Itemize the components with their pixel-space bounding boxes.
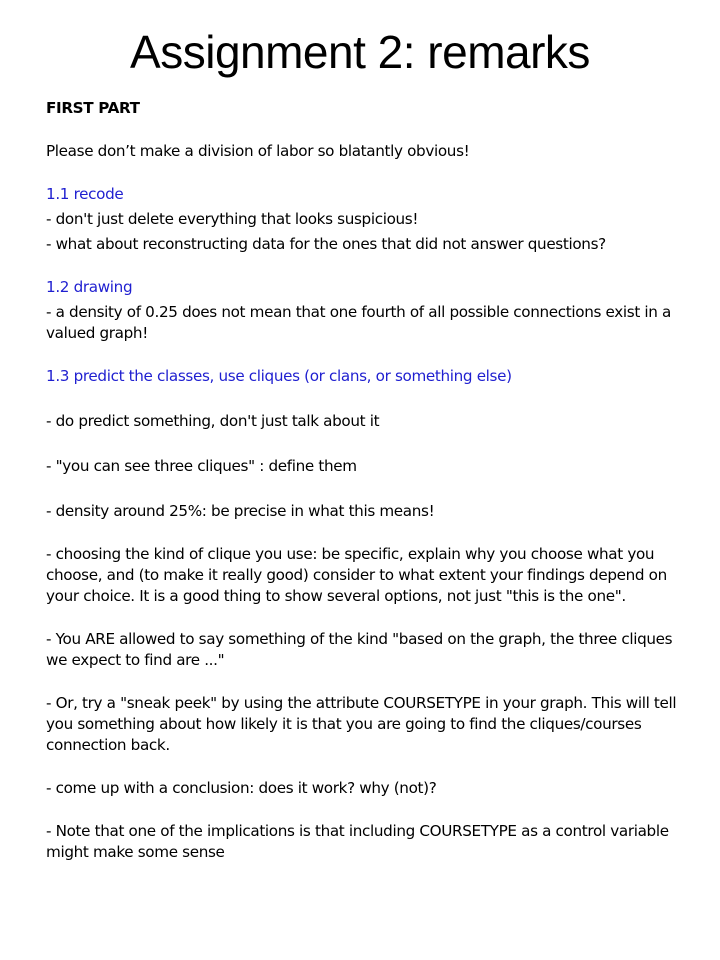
predict-item-6: - Or, try a "sneak peek" by using the attribute COURSETYPE in your graph. This will tell you something about how likely it is that you are going to find the cliques/courses connection back. bbox=[46, 694, 677, 754]
predict-item-2: - "you can see three cliques" : define them bbox=[46, 457, 357, 475]
predict-item-1: - do predict something, don't just talk about it bbox=[46, 412, 380, 430]
drawing-item-1: - a density of 0.25 does not mean that one fourth of all possible connections exist in a valued graph! bbox=[46, 303, 671, 342]
predict-item-3: - density around 25%: be precise in what this means! bbox=[46, 502, 435, 520]
recode-item-1: - don't just delete everything that looks suspicious! bbox=[46, 210, 419, 228]
predict-item-5: - You ARE allowed to say something of the kind "based on the graph, the three cliques we expect to find are ..." bbox=[46, 630, 673, 669]
section-heading-recode: 1.1 recode bbox=[46, 185, 124, 203]
section-heading-first-part: FIRST PART bbox=[46, 99, 140, 117]
recode-item-2: - what about reconstructing data for the ones that did not answer questions? bbox=[46, 235, 606, 253]
slide-title: Assignment 2: remarks bbox=[130, 26, 590, 78]
slide-body bbox=[46, 98, 686, 863]
predict-item-7: - come up with a conclusion: does it work? why (not)? bbox=[46, 779, 437, 797]
section-heading-predict-classes: 1.3 predict the classes, use cliques (or clans, or something else) bbox=[46, 367, 512, 385]
predict-item-4: - choosing the kind of clique you use: be specific, explain why you choose what you choose, and (to make it really good) consider to what extent your findings depend on your choice. It is a good thing to show several options, not just "this is the one". bbox=[46, 545, 667, 605]
predict-item-8: - Note that one of the implications is that including COURSETYPE as a control variable might make some sense bbox=[46, 822, 669, 861]
section-heading-drawing: 1.2 drawing bbox=[46, 278, 133, 296]
division-of-labor-note: Please don’t make a division of labor so blatantly obvious! bbox=[46, 142, 470, 160]
